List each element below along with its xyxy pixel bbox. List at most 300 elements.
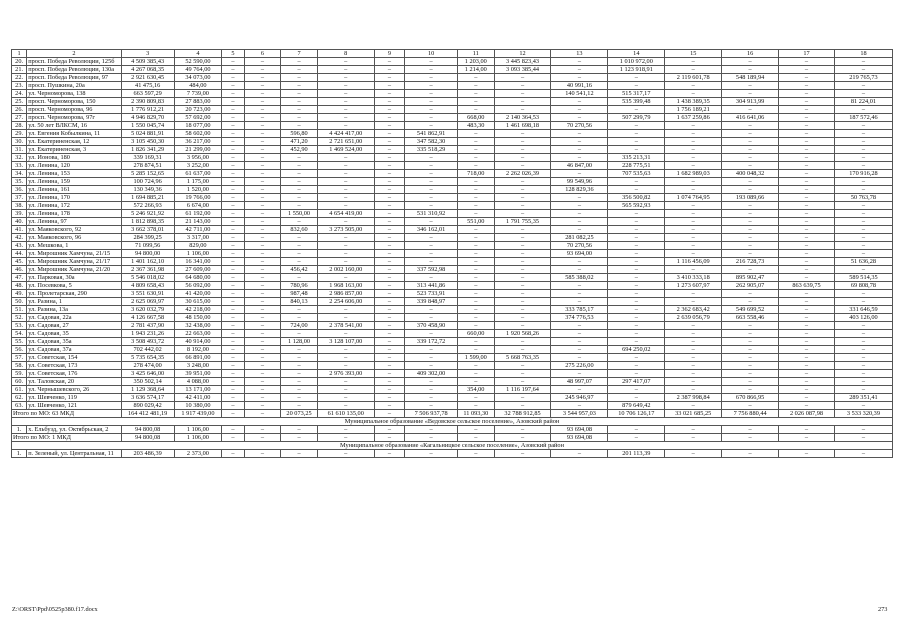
value-cell: – (458, 106, 495, 114)
value-cell: – (779, 170, 835, 178)
column-number-cell: 17 (779, 50, 835, 58)
value-cell: – (834, 146, 892, 154)
value-cell: – (494, 322, 551, 330)
value-cell: – (374, 258, 404, 266)
table-row (12, 58, 893, 66)
value-cell: 535 399,48 (608, 98, 665, 106)
value-cell: – (608, 226, 665, 234)
value-cell: – (722, 130, 779, 138)
value-cell: – (665, 82, 722, 90)
value-cell: – (834, 426, 892, 434)
value-cell: – (374, 234, 404, 242)
value-cell: – (317, 330, 374, 338)
value-cell: – (222, 154, 244, 162)
value-cell: – (374, 322, 404, 330)
value-cell: 1 599,00 (458, 354, 495, 362)
column-number-cell: 18 (834, 50, 892, 58)
value-cell: – (779, 210, 835, 218)
value-cell: – (665, 226, 722, 234)
value-cell: – (722, 250, 779, 258)
value-cell: 50 763,78 (834, 194, 892, 202)
value-cell: – (374, 74, 404, 82)
value-cell: – (222, 106, 244, 114)
value-cell: – (779, 322, 835, 330)
table-row (12, 146, 893, 154)
value-cell: – (281, 330, 318, 338)
table-row (12, 338, 893, 346)
value-cell: – (834, 138, 892, 146)
value-cell: – (405, 106, 458, 114)
value-cell: – (244, 210, 281, 218)
value-cell: – (222, 394, 244, 402)
address-cell: ул. Парковая, 30а (27, 274, 122, 282)
value-cell: – (551, 146, 608, 154)
value-cell: – (244, 274, 281, 282)
value-cell: – (665, 234, 722, 242)
total-cell: – (405, 434, 458, 442)
value-cell: – (405, 58, 458, 66)
value-cell: – (281, 82, 318, 90)
value-cell: – (722, 154, 779, 162)
value-cell: – (374, 346, 404, 354)
value-cell: – (665, 426, 722, 434)
value-cell: 3 093 385,44 (494, 66, 551, 74)
value-cell: – (665, 210, 722, 218)
address-cell: просп. Победа Революции, 125б (27, 58, 122, 66)
value-cell: 895 902,47 (722, 274, 779, 282)
value-cell: – (317, 394, 374, 402)
value-cell: – (834, 226, 892, 234)
value-cell: – (244, 226, 281, 234)
address-cell: ул. Екатериненская, 12 (27, 138, 122, 146)
column-number-cell: 14 (608, 50, 665, 58)
value-cell: – (722, 162, 779, 170)
value-cell: 1 106,00 (174, 426, 222, 434)
value-cell: 27 883,00 (174, 98, 222, 106)
value-cell: – (222, 370, 244, 378)
value-cell: – (834, 162, 892, 170)
column-number-header-row (12, 50, 893, 58)
table-row (12, 242, 893, 250)
value-cell: 61 637,00 (174, 170, 222, 178)
value-cell: – (281, 370, 318, 378)
address-cell: ул. Разина, 13а (27, 306, 122, 314)
value-cell: 1 116 197,64 (494, 386, 551, 394)
value-cell: 34 073,00 (174, 74, 222, 82)
value-cell: – (779, 130, 835, 138)
section-heading-row (12, 418, 893, 426)
value-cell: – (608, 138, 665, 146)
value-cell: 2 390 809,83 (121, 98, 174, 106)
table-row (12, 138, 893, 146)
address-cell: ул. 50 лет ВЛКСМ, 16 (27, 122, 122, 130)
value-cell: – (222, 98, 244, 106)
value-cell: – (458, 178, 495, 186)
value-cell: – (281, 362, 318, 370)
value-cell: – (779, 90, 835, 98)
row-number-cell: 55. (12, 338, 27, 346)
value-cell: – (458, 322, 495, 330)
value-cell: – (551, 114, 608, 122)
value-cell: – (834, 66, 892, 74)
value-cell: – (494, 378, 551, 386)
table-row (12, 306, 893, 314)
row-number-cell: 20. (12, 58, 27, 66)
value-cell: – (244, 114, 281, 122)
address-cell: просп. Пушкина, 20а (27, 82, 122, 90)
address-cell: ул. Маяковского, 92 (27, 226, 122, 234)
address-cell: ул. Садовая, 35а (27, 338, 122, 346)
table-row (12, 74, 893, 82)
value-cell: 278 874,51 (121, 162, 174, 170)
value-cell: 46 847,00 (551, 162, 608, 170)
value-cell: – (244, 322, 281, 330)
value-cell: 284 399,25 (121, 234, 174, 242)
value-cell: – (458, 394, 495, 402)
value-cell: 724,00 (281, 322, 318, 330)
value-cell: – (222, 74, 244, 82)
value-cell: 3 551 630,91 (121, 290, 174, 298)
value-cell: – (834, 290, 892, 298)
address-cell: ул. Черноморова, 138 (27, 90, 122, 98)
total-cell: 32 788 912,85 (494, 410, 551, 418)
value-cell: 350 502,14 (121, 378, 174, 386)
value-cell: 52 590,00 (174, 58, 222, 66)
value-cell: 346 162,01 (405, 226, 458, 234)
value-cell: – (317, 66, 374, 74)
value-cell: – (779, 82, 835, 90)
value-cell: – (779, 338, 835, 346)
address-cell: ул. Советская, 173 (27, 362, 122, 370)
value-cell: – (665, 202, 722, 210)
value-cell: – (281, 122, 318, 130)
value-cell: 1 694 885,21 (121, 194, 174, 202)
value-cell: – (222, 338, 244, 346)
value-cell: – (405, 258, 458, 266)
value-cell: – (374, 290, 404, 298)
value-cell: – (834, 210, 892, 218)
value-cell: 3 662 378,01 (121, 226, 174, 234)
value-cell: 4 809 658,43 (121, 282, 174, 290)
value-cell: – (281, 90, 318, 98)
address-cell: ул. Советская, 154 (27, 354, 122, 362)
value-cell: – (494, 314, 551, 322)
value-cell: – (494, 402, 551, 410)
value-cell: 354,00 (458, 386, 495, 394)
value-cell: – (405, 354, 458, 362)
value-cell: 829,00 (174, 242, 222, 250)
value-cell: – (608, 82, 665, 90)
value-cell: – (222, 210, 244, 218)
value-cell: – (405, 90, 458, 98)
value-cell: – (244, 66, 281, 74)
value-cell: – (551, 98, 608, 106)
table-row (12, 186, 893, 194)
value-cell: – (608, 426, 665, 434)
value-cell: – (405, 170, 458, 178)
value-cell: 20 723,00 (174, 106, 222, 114)
value-cell: – (779, 234, 835, 242)
value-cell: 523 733,91 (405, 290, 458, 298)
value-cell: 2 373,00 (174, 450, 222, 458)
value-cell: – (779, 66, 835, 74)
row-number-cell: 51. (12, 306, 27, 314)
value-cell: – (222, 194, 244, 202)
value-cell: – (317, 218, 374, 226)
value-cell: – (317, 194, 374, 202)
value-cell: – (244, 106, 281, 114)
value-cell: – (608, 122, 665, 130)
value-cell: 484,00 (174, 82, 222, 90)
row-number-cell: 52. (12, 314, 27, 322)
value-cell: – (317, 362, 374, 370)
value-cell: – (244, 138, 281, 146)
value-cell: – (222, 266, 244, 274)
value-cell: 4 654 419,00 (317, 210, 374, 218)
value-cell: 565 592,93 (608, 202, 665, 210)
value-cell: 3 956,00 (174, 154, 222, 162)
value-cell: 5 735 654,35 (121, 354, 174, 362)
value-cell: 4 509 385,43 (121, 58, 174, 66)
value-cell: – (779, 394, 835, 402)
value-cell: 94 800,08 (121, 426, 174, 434)
value-cell: – (722, 386, 779, 394)
value-cell: 128 829,36 (551, 186, 608, 194)
value-cell: – (722, 226, 779, 234)
value-cell: 1 550 045,74 (121, 122, 174, 130)
value-cell: 51 636,28 (834, 258, 892, 266)
value-cell: – (494, 266, 551, 274)
value-cell: 403 126,00 (834, 314, 892, 322)
value-cell: 1 438 389,35 (665, 98, 722, 106)
value-cell: – (834, 130, 892, 138)
value-cell: 41 420,00 (174, 290, 222, 298)
total-cell: 7 756 880,44 (722, 410, 779, 418)
value-cell: 987,48 (281, 290, 318, 298)
total-cell: – (458, 434, 495, 442)
row-number-cell: 50. (12, 298, 27, 306)
value-cell: – (458, 298, 495, 306)
value-cell: – (374, 66, 404, 74)
total-cell: – (608, 434, 665, 442)
value-cell: 840,13 (281, 298, 318, 306)
value-cell: – (458, 362, 495, 370)
address-cell: ул. Садовая, 27 (27, 322, 122, 330)
value-cell: – (722, 354, 779, 362)
value-cell: 42 218,00 (174, 306, 222, 314)
value-cell: – (494, 146, 551, 154)
value-cell: 1 776 912,21 (121, 106, 174, 114)
total-row (12, 410, 893, 418)
value-cell: – (281, 306, 318, 314)
value-cell: – (405, 122, 458, 130)
value-cell: – (222, 226, 244, 234)
value-cell: – (244, 242, 281, 250)
value-cell: – (374, 298, 404, 306)
column-number-cell: 11 (458, 50, 495, 58)
value-cell: – (494, 338, 551, 346)
value-cell: – (458, 162, 495, 170)
value-cell: 2 367 361,98 (121, 266, 174, 274)
value-cell: – (834, 370, 892, 378)
value-cell: – (405, 346, 458, 354)
value-cell: – (374, 282, 404, 290)
value-cell: 1 123 918,91 (608, 66, 665, 74)
value-cell: – (665, 122, 722, 130)
value-cell: – (281, 258, 318, 266)
row-number-cell: 33. (12, 162, 27, 170)
address-cell: просп. Победа Революции, 97 (27, 74, 122, 82)
value-cell: – (665, 402, 722, 410)
value-cell: – (244, 122, 281, 130)
value-cell: 289 351,41 (834, 394, 892, 402)
value-cell: – (494, 258, 551, 266)
value-cell: 1 520,00 (174, 186, 222, 194)
value-cell: 219 765,73 (834, 74, 892, 82)
value-cell: 2 378 541,00 (317, 322, 374, 330)
value-cell: 278 474,00 (121, 362, 174, 370)
value-cell: – (665, 178, 722, 186)
value-cell: – (722, 338, 779, 346)
value-cell: 452,90 (281, 146, 318, 154)
value-cell: – (834, 362, 892, 370)
value-cell: – (458, 186, 495, 194)
value-cell: 48 150,00 (174, 314, 222, 322)
table-row (12, 314, 893, 322)
value-cell: – (317, 58, 374, 66)
address-cell: ул. Ленина, 159 (27, 178, 122, 186)
value-cell: 356 500,82 (608, 194, 665, 202)
value-cell: – (374, 242, 404, 250)
value-cell: – (317, 106, 374, 114)
value-cell: – (374, 338, 404, 346)
value-cell: 94 800,00 (121, 250, 174, 258)
value-cell: 585 388,02 (551, 274, 608, 282)
value-cell: – (374, 250, 404, 258)
value-cell: – (779, 298, 835, 306)
row-number-cell: 41. (12, 226, 27, 234)
value-cell: – (551, 154, 608, 162)
address-cell: ул. Чернышевского, 26 (27, 386, 122, 394)
value-cell: – (665, 450, 722, 458)
value-cell: 707 535,63 (608, 170, 665, 178)
value-cell: – (374, 330, 404, 338)
value-cell: – (608, 218, 665, 226)
value-cell: – (608, 242, 665, 250)
value-cell: – (458, 154, 495, 162)
value-cell: – (317, 74, 374, 82)
value-cell: – (281, 106, 318, 114)
value-cell: – (665, 162, 722, 170)
value-cell: 3 410 333,18 (665, 274, 722, 282)
value-cell: – (374, 306, 404, 314)
value-cell: – (779, 218, 835, 226)
table-row (12, 90, 893, 98)
value-cell: – (608, 354, 665, 362)
column-number-cell: 9 (374, 50, 404, 58)
value-cell: – (244, 98, 281, 106)
value-cell: 471,20 (281, 138, 318, 146)
value-cell: 16 341,00 (174, 258, 222, 266)
value-cell: – (374, 402, 404, 410)
value-cell: 130 349,36 (121, 186, 174, 194)
value-cell: 58 602,00 (174, 130, 222, 138)
address-cell: ул. Мирошник Хамчуна, 21/17 (27, 258, 122, 266)
value-cell: 1 129 368,64 (121, 386, 174, 394)
value-cell: – (779, 250, 835, 258)
value-cell: – (222, 258, 244, 266)
value-cell: – (458, 402, 495, 410)
value-cell: 1 756 189,21 (665, 106, 722, 114)
value-cell: – (222, 162, 244, 170)
value-cell: – (608, 130, 665, 138)
total-cell: 164 412 481,19 (121, 410, 174, 418)
value-cell: – (834, 242, 892, 250)
value-cell: – (665, 186, 722, 194)
row-number-cell: 57. (12, 354, 27, 362)
value-cell: 1 116 456,09 (665, 258, 722, 266)
row-number-cell: 42. (12, 234, 27, 242)
value-cell: 347 582,30 (405, 138, 458, 146)
value-cell: – (722, 146, 779, 154)
value-cell: 2 639 056,79 (665, 314, 722, 322)
value-cell: – (244, 266, 281, 274)
value-cell: – (405, 362, 458, 370)
value-cell: – (405, 242, 458, 250)
value-cell: 483,30 (458, 122, 495, 130)
value-cell: – (665, 322, 722, 330)
column-number-cell: 5 (222, 50, 244, 58)
value-cell: – (244, 298, 281, 306)
value-cell: – (244, 426, 281, 434)
value-cell: – (244, 170, 281, 178)
value-cell: – (222, 450, 244, 458)
value-cell: – (722, 122, 779, 130)
total-cell: 61 610 135,00 (317, 410, 374, 418)
value-cell: – (551, 450, 608, 458)
value-cell: – (405, 306, 458, 314)
table-row (12, 194, 893, 202)
value-cell: – (244, 154, 281, 162)
value-cell: – (222, 90, 244, 98)
value-cell: – (317, 162, 374, 170)
total-cell: 33 021 685,25 (665, 410, 722, 418)
value-cell: – (374, 114, 404, 122)
value-cell: – (405, 234, 458, 242)
value-cell: – (244, 338, 281, 346)
value-cell: – (244, 290, 281, 298)
value-cell: 81 224,01 (834, 98, 892, 106)
row-number-cell: 23. (12, 82, 27, 90)
value-cell: – (317, 178, 374, 186)
value-cell: – (665, 290, 722, 298)
value-cell: – (458, 138, 495, 146)
value-cell: – (374, 106, 404, 114)
value-cell: – (494, 426, 551, 434)
value-cell: – (494, 242, 551, 250)
value-cell: 170 916,28 (834, 170, 892, 178)
total-cell: – (665, 434, 722, 442)
value-cell: – (779, 226, 835, 234)
address-cell: ул. Таловская, 20 (27, 378, 122, 386)
value-cell: – (281, 426, 318, 434)
column-number-cell: 3 (121, 50, 174, 58)
value-cell: – (374, 170, 404, 178)
value-cell: – (494, 138, 551, 146)
value-cell: – (244, 146, 281, 154)
value-cell: 40 991,16 (551, 82, 608, 90)
value-cell: – (608, 186, 665, 194)
